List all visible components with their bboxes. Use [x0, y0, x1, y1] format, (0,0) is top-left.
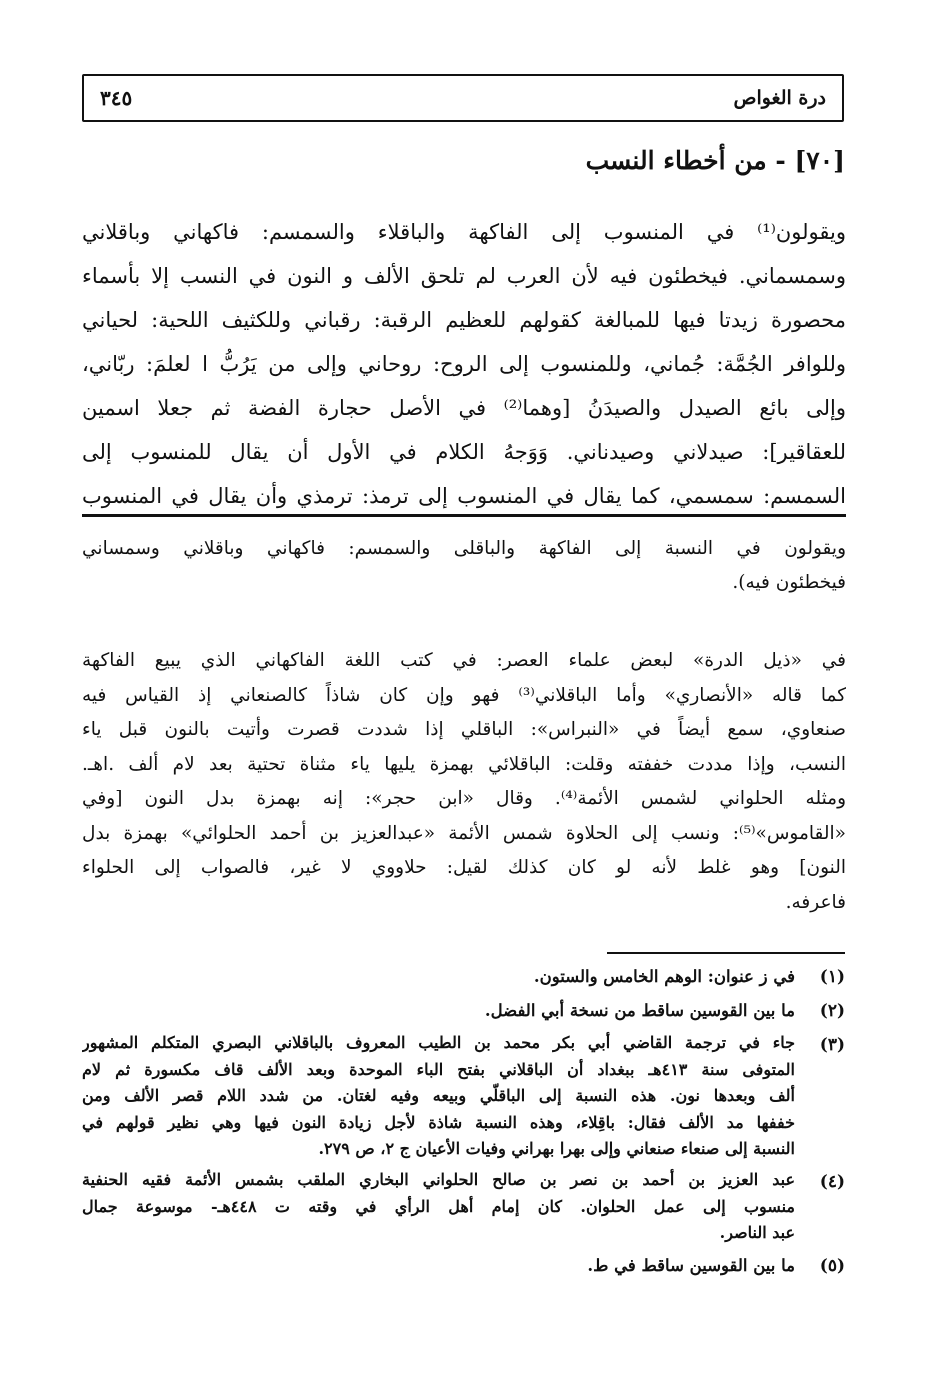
- quoted-variant-text: [82, 532, 846, 600]
- text-line: ويقولون في النسبة إلى الفاكهة والباقلى والسمسم: فاكهاني وباقلاني وسمساني: [82, 538, 846, 559]
- footnote-line: منسوب إلى عمل الحلوان. كان إمام أهل الرأي في وقته ت ٤٤٨هـ- موسوعة جمال: [82, 1196, 795, 1216]
- text-line: النسب، وإذا مددت خففته وقلت: الباقلائي بهمزة يليها ياء مثناة تحتية بعد لام ألف .اهـ.: [82, 753, 846, 775]
- section-heading: [586, 146, 845, 175]
- text-line: فاعرفه.: [785, 891, 846, 913]
- footnote-line: ما بين القوسين ساقط في ط.: [587, 1255, 795, 1275]
- footnote: [82, 1030, 845, 1163]
- footnote-number: (٤): [819, 1171, 845, 1192]
- text-line: ويقولون⁽¹⁾ في المنسوب إلى الفاكهة والباقلاء والسمسم: فاكهاني وباقلاني: [82, 220, 846, 244]
- text-line: ومثله الحلواني لشمس الأئمة⁽⁴⁾. وقال «ابن حجر»: إنه بهمزة بدل النون [وفي: [82, 788, 846, 809]
- footnote-number: (٣): [819, 1035, 845, 1055]
- text-line: للعقاقير]: صيدلاني وصيدناني. وَوَجهُ الكلام في الأول أن يقال للمنسوب إلى: [82, 440, 846, 464]
- footnote-line: عبد الناصر.: [719, 1223, 795, 1243]
- footnote-line: ألف وبعدها نون. هذه النسبة إلى الباقلّي وبيعه وفيه لغتان. من شدد اللام قصر الألف ومن: [82, 1086, 795, 1106]
- main-text: [82, 210, 846, 518]
- text-line: وسمسماني. فيخطئون فيه لأن العرب لم تلحق الألف و النون في النسب إلا بأسماء: [82, 264, 846, 288]
- footnote-line: جاء في ترجمة القاضي أبي بكر محمد بن الطيب المعروف بالباقلاني البصري المتكلم المشهور: [82, 1033, 795, 1052]
- text-line: في «ذيل الدرة» لبعض علماء العصر: في كتب اللغة الفاكهاني الذي يبيع الفاكهة: [82, 650, 846, 671]
- text-line: السمسم: سمسمي، كما يقال في المنسوب إلى ترمذ: ترمذي وأن يقال في المنسوب: [82, 484, 846, 508]
- text-line: فيخطئون فيه).: [732, 572, 846, 593]
- text-line: وللوافر الجُمَّة: جُماني، وللمنسوب إلى الروح: روحاني وإلى من يَرُبُّ ا لعلمَ: ربّاني،: [82, 352, 846, 376]
- text-line: النون] وهو غلط لأنه لو كان كذلك لقيل: حلاووي لا غير، فالصواب إلى الحلواء: [82, 857, 846, 878]
- text-line: «القاموس»⁽⁵⁾: ونسب إلى الحلاوة شمس الأئمة «عبدالعزيز بن أحمد الحلوائي» بهمزة بدل: [82, 822, 846, 844]
- footnote-line: ما بين القوسين ساقط من نسخة أبي الفضل.: [484, 1001, 795, 1020]
- commentary-text: [82, 644, 846, 920]
- page-number: ٣٤٥: [100, 86, 133, 110]
- footnote-line: خففها مد الألف فقال: باقِلاء، وهذه النسبة شاذة لأجل زيادة النون فيها وهي نظير قولهم في: [82, 1112, 795, 1132]
- section-number: [٧٠]: [794, 146, 845, 175]
- footnote: [82, 1167, 845, 1247]
- footnote: [82, 962, 845, 992]
- footnote-line: المتوفى سنة ٤١٣هـ ببغداد أن الباقلاني بفتح الباء الموحدة وبعد الألف قاف مكسورة ثم لام: [82, 1059, 795, 1079]
- section-title: - من أخطاء النسب: [585, 146, 786, 175]
- footnotes: [82, 962, 845, 1285]
- footnote-rule: [607, 952, 845, 954]
- footnote-line: في ز عنوان: الوهم الخامس والستون.: [533, 967, 795, 986]
- text-line: محصورة زيدتا فيها للمبالغة كقولهم للعظيم الرقبة: رقباني وللكثيف اللحية: لحياني: [82, 308, 846, 332]
- text-line: صنعاوي، سمع أيضاً في «النبراس»: الباقلي إذا شددت قصرت وأتيت بالنون قبل ياء: [82, 719, 846, 740]
- text-line: كما قاله «الأنصاري» وأما الباقلاني⁽³⁾ فهو وإن كان شاذاً كالصنعاني إذ القياس فيه: [82, 684, 846, 706]
- footnote: [82, 1251, 845, 1281]
- footnote-line: عبد العزيز بن أحمد بن نصر بن صالح الحلواني البخاري الملقب بشمس الأئمة فقيه الحنفية: [82, 1169, 795, 1189]
- section-divider: [82, 514, 846, 517]
- book-title: درة الغواص: [733, 87, 826, 109]
- footnote: [82, 996, 845, 1026]
- running-header: [82, 74, 844, 122]
- footnote-number: (٥): [819, 1255, 845, 1276]
- footnote-number: (٢): [819, 1001, 845, 1021]
- footnote-number: (١): [819, 967, 845, 987]
- footnote-line: النسبة إلى صنعاء صنعاني وإلى بهرا بهراني وفيات الأعيان ج ٢، ص ٢٧٩.: [318, 1139, 795, 1159]
- text-line: وإلى بائع الصيدل والصيدَنُ [وهما⁽²⁾ في الأصل حجارة الفضة ثم جعلا اسمين: [82, 396, 846, 420]
